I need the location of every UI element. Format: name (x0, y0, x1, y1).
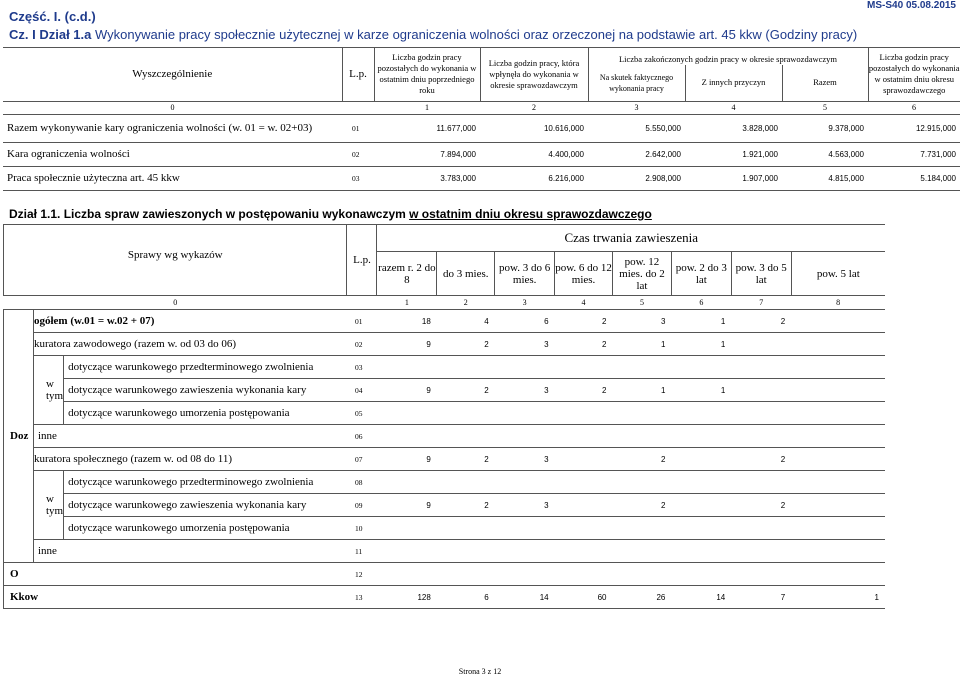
value-cell: 2 (555, 379, 613, 402)
row-lp: 06 (347, 425, 377, 448)
table-row (4, 333, 886, 356)
value-cell: 1.907,000 (685, 166, 782, 190)
index-cell: 6 (671, 296, 731, 310)
value-cell (791, 517, 885, 540)
index-cell: 7 (731, 296, 791, 310)
value-cell: 2 (731, 494, 791, 517)
value-cell: 6 (495, 310, 555, 333)
value-cell: 1 (671, 379, 731, 402)
col-header-4: pow. 6 do 12 mies. (555, 252, 613, 296)
table-row (4, 425, 886, 448)
value-cell (731, 517, 791, 540)
row-label: Kara ograniczenia wolności (3, 142, 342, 166)
index-cell (347, 296, 377, 310)
col-header-1: razem r. 2 do 8 (377, 252, 437, 296)
value-cell: 2.908,000 (588, 166, 685, 190)
row-lp: 03 (342, 166, 374, 190)
row-label: Praca społecznie użyteczna art. 45 kkw (3, 166, 342, 190)
section2-heading (9, 207, 652, 221)
value-cell (791, 356, 885, 379)
doz-label: Doz (4, 310, 34, 563)
value-cell: 3 (495, 494, 555, 517)
table-row (4, 540, 886, 563)
value-cell (495, 563, 555, 586)
row-label: dotyczące warunkowego przedterminowego zwolnienia (64, 356, 347, 379)
value-cell (495, 425, 555, 448)
value-cell (671, 494, 731, 517)
value-cell: 1 (791, 586, 885, 609)
value-cell (791, 310, 885, 333)
value-cell (671, 425, 731, 448)
row-label: inne (33, 425, 347, 448)
value-cell (377, 471, 437, 494)
value-cell (613, 402, 672, 425)
table-row (4, 448, 886, 471)
value-cell (671, 563, 731, 586)
value-cell (377, 356, 437, 379)
row-lp: 03 (347, 356, 377, 379)
value-cell: 26 (613, 586, 672, 609)
col-header-8: pow. 5 lat (791, 252, 885, 296)
value-cell (671, 356, 731, 379)
col-header-2: do 3 mies. (437, 252, 495, 296)
col-header-3: pow. 3 do 6 mies. (495, 252, 555, 296)
value-cell: 4 (437, 310, 495, 333)
value-cell: 2 (731, 310, 791, 333)
value-cell (377, 540, 437, 563)
value-cell (791, 448, 885, 471)
value-cell (613, 425, 672, 448)
value-cell (671, 448, 731, 471)
value-cell (613, 517, 672, 540)
row-lp: 05 (347, 402, 377, 425)
value-cell (613, 471, 672, 494)
value-cell (731, 425, 791, 448)
value-cell (555, 448, 613, 471)
value-cell: 2 (555, 333, 613, 356)
section2-title-underlined: w ostatnim dniu okresu sprawozdawczego (409, 207, 652, 221)
value-cell (731, 563, 791, 586)
table-row (3, 166, 960, 190)
value-cell: 3 (613, 310, 672, 333)
index-cell: 1 (374, 101, 480, 114)
value-cell: 2 (437, 379, 495, 402)
col-header-sprawy: Sprawy wg wykazów (4, 225, 347, 296)
value-cell: 9 (377, 494, 437, 517)
value-cell (671, 402, 731, 425)
row-lp: 09 (347, 494, 377, 517)
col-header-5: Razem (782, 65, 868, 101)
row-label: dotyczące warunkowego umorzenia postępowania (64, 402, 347, 425)
value-cell (555, 494, 613, 517)
value-cell (555, 402, 613, 425)
table-row (3, 142, 960, 166)
value-cell (495, 471, 555, 494)
table-row (4, 379, 886, 402)
value-cell (495, 540, 555, 563)
value-cell: 1 (671, 310, 731, 333)
index-cell: 0 (4, 296, 347, 310)
value-cell (555, 425, 613, 448)
value-cell (437, 517, 495, 540)
value-cell (555, 517, 613, 540)
value-cell (495, 356, 555, 379)
index-cell: 3 (495, 296, 555, 310)
index-cell: 1 (377, 296, 437, 310)
table-row (4, 402, 886, 425)
value-cell: 60 (555, 586, 613, 609)
index-cell (342, 101, 374, 114)
value-cell (791, 425, 885, 448)
value-cell: 4.815,000 (782, 166, 868, 190)
value-cell: 4.400,000 (480, 142, 588, 166)
value-cell (377, 563, 437, 586)
row-label: dotyczące warunkowego przedterminowego zwolnienia (64, 471, 347, 494)
col-header-group-czas: Czas trwania zawieszenia (377, 225, 885, 252)
value-cell: 10.616,000 (480, 114, 588, 142)
value-cell: 6 (437, 586, 495, 609)
index-cell: 5 (782, 101, 868, 114)
value-cell (791, 494, 885, 517)
value-cell: 9.378,000 (782, 114, 868, 142)
table-row (3, 114, 960, 142)
value-cell: 1 (613, 379, 672, 402)
value-cell (731, 333, 791, 356)
value-cell (555, 471, 613, 494)
value-cell (791, 402, 885, 425)
col-header-6: pow. 2 do 3 lat (671, 252, 731, 296)
value-cell (377, 402, 437, 425)
row-label: kuratora zawodowego (razem w. od 03 do 06) (33, 333, 347, 356)
kkow-label: Kkow (4, 586, 347, 609)
row-lp: 08 (347, 471, 377, 494)
value-cell: 128 (377, 586, 437, 609)
value-cell: 1 (613, 333, 672, 356)
value-cell (555, 563, 613, 586)
row-lp: 01 (342, 114, 374, 142)
col-header-3: Na skutek faktycznego wykonania pracy (588, 65, 685, 101)
index-cell: 8 (791, 296, 885, 310)
value-cell: 2 (437, 448, 495, 471)
value-cell (671, 517, 731, 540)
col-header-lp: L.p. (347, 225, 377, 296)
value-cell (613, 356, 672, 379)
value-cell (437, 402, 495, 425)
table-row (4, 517, 886, 540)
value-cell: 2 (555, 310, 613, 333)
value-cell (495, 402, 555, 425)
value-cell (437, 540, 495, 563)
value-cell: 14 (495, 586, 555, 609)
godziny-pracy-table (3, 47, 960, 191)
form-code: MS-S40 05.08.2015 (867, 0, 956, 11)
value-cell: 9 (377, 379, 437, 402)
index-cell: 4 (555, 296, 613, 310)
value-cell: 7 (731, 586, 791, 609)
value-cell (731, 540, 791, 563)
value-cell: 3 (495, 448, 555, 471)
col-header-lp: L.p. (342, 48, 374, 102)
value-cell: 2 (731, 448, 791, 471)
value-cell (731, 379, 791, 402)
row-lp: 13 (347, 586, 377, 609)
value-cell: 2 (613, 494, 672, 517)
row-label: ogółem (w.01 = w.02 + 07) (33, 310, 347, 333)
value-cell (791, 563, 885, 586)
value-cell (613, 563, 672, 586)
col-header-5: pow. 12 mies. do 2 lat (613, 252, 672, 296)
col-header-4: Z innych przyczyn (685, 65, 782, 101)
section-heading (9, 27, 857, 42)
row-lp: 02 (347, 333, 377, 356)
row-lp: 10 (347, 517, 377, 540)
value-cell: 6.216,000 (480, 166, 588, 190)
value-cell (791, 379, 885, 402)
value-cell (731, 471, 791, 494)
value-cell: 2 (437, 494, 495, 517)
part-heading: Część. I. (c.d.) (9, 9, 96, 24)
value-cell: 4.563,000 (782, 142, 868, 166)
value-cell: 1.921,000 (685, 142, 782, 166)
col-header-6: Liczba godzin pracy pozostałych do wykonania w ostatnim dniu okresu sprawozdawczego (868, 48, 960, 102)
value-cell (377, 517, 437, 540)
value-cell (555, 540, 613, 563)
value-cell: 2.642,000 (588, 142, 685, 166)
value-cell: 18 (377, 310, 437, 333)
o-label: O (4, 563, 347, 586)
value-cell: 3.828,000 (685, 114, 782, 142)
row-label: dotyczące warunkowego zawieszenia wykonania kary (64, 494, 347, 517)
value-cell: 3 (495, 379, 555, 402)
section2-title: Liczba spraw zawieszonych w postępowaniu wykonawczym (63, 207, 410, 221)
value-cell (731, 356, 791, 379)
page-number: Strona 3 z 12 (458, 667, 502, 676)
row-label: inne (33, 540, 347, 563)
value-cell (437, 563, 495, 586)
section2-code: Dział 1.1. (9, 207, 61, 221)
row-label: dotyczące warunkowego zawieszenia wykonania kary (64, 379, 347, 402)
value-cell (495, 517, 555, 540)
table-row (4, 310, 886, 333)
value-cell: 14 (671, 586, 731, 609)
value-cell: 7.731,000 (868, 142, 960, 166)
value-cell (437, 425, 495, 448)
value-cell: 5.184,000 (868, 166, 960, 190)
index-cell: 2 (437, 296, 495, 310)
value-cell: 12.915,000 (868, 114, 960, 142)
value-cell: 11.677,000 (374, 114, 480, 142)
value-cell (555, 356, 613, 379)
col-header-2: Liczba godzin pracy, która wpłynęła do wykonania w okresie sprawozdawczym (480, 48, 588, 102)
index-cell: 2 (480, 101, 588, 114)
row-lp: 02 (342, 142, 374, 166)
table-row (4, 494, 886, 517)
table-row (4, 471, 886, 494)
index-cell: 5 (613, 296, 672, 310)
value-cell (791, 471, 885, 494)
row-label: dotyczące warunkowego umorzenia postępowania (64, 517, 347, 540)
row-label: kuratora społecznego (razem w. od 08 do 11) (33, 448, 347, 471)
value-cell: 5.550,000 (588, 114, 685, 142)
value-cell: 1 (671, 333, 731, 356)
row-label: Razem wykonywanie kary ograniczenia wolności (w. 01 = w. 02+03) (3, 114, 342, 142)
row-lp: 04 (347, 379, 377, 402)
value-cell (437, 471, 495, 494)
index-cell: 6 (868, 101, 960, 114)
row-lp: 11 (347, 540, 377, 563)
w-tym-label: w tym (33, 356, 63, 425)
value-cell: 2 (437, 333, 495, 356)
col-header-7: pow. 3 do 5 lat (731, 252, 791, 296)
value-cell: 7.894,000 (374, 142, 480, 166)
value-cell (377, 425, 437, 448)
row-lp: 12 (347, 563, 377, 586)
value-cell (613, 540, 672, 563)
row-lp: 01 (347, 310, 377, 333)
sprawy-zawieszone-table (3, 224, 885, 609)
index-cell: 3 (588, 101, 685, 114)
w-tym-label: w tym (33, 471, 63, 540)
table-row (4, 563, 886, 586)
value-cell (671, 471, 731, 494)
value-cell (731, 402, 791, 425)
col-header-1: Liczba godzin pracy pozostałych do wykonania w ostatnim dniu poprzedniego roku (374, 48, 480, 102)
value-cell: 9 (377, 448, 437, 471)
value-cell: 2 (613, 448, 672, 471)
value-cell: 3.783,000 (374, 166, 480, 190)
section-title: Wykonywanie pracy społecznie użytecznej w karze ograniczenia wolności oraz orzeczonej na podstawie art. 45 kkw (Godziny pracy) (95, 27, 858, 42)
value-cell (671, 540, 731, 563)
value-cell: 9 (377, 333, 437, 356)
index-cell: 4 (685, 101, 782, 114)
row-lp: 07 (347, 448, 377, 471)
value-cell (791, 333, 885, 356)
index-cell: 0 (3, 101, 342, 114)
value-cell (791, 540, 885, 563)
col-header-group-zakonczone: Liczba zakończonych godzin pracy w okresie sprawozdawczym (588, 48, 868, 66)
section-code: Cz. I Dział 1.a (9, 27, 92, 42)
col-header-wyszczegolnienie: Wyszczególnienie (3, 48, 342, 102)
value-cell: 3 (495, 333, 555, 356)
table-row (4, 586, 886, 609)
value-cell (437, 356, 495, 379)
table-row (4, 356, 886, 379)
